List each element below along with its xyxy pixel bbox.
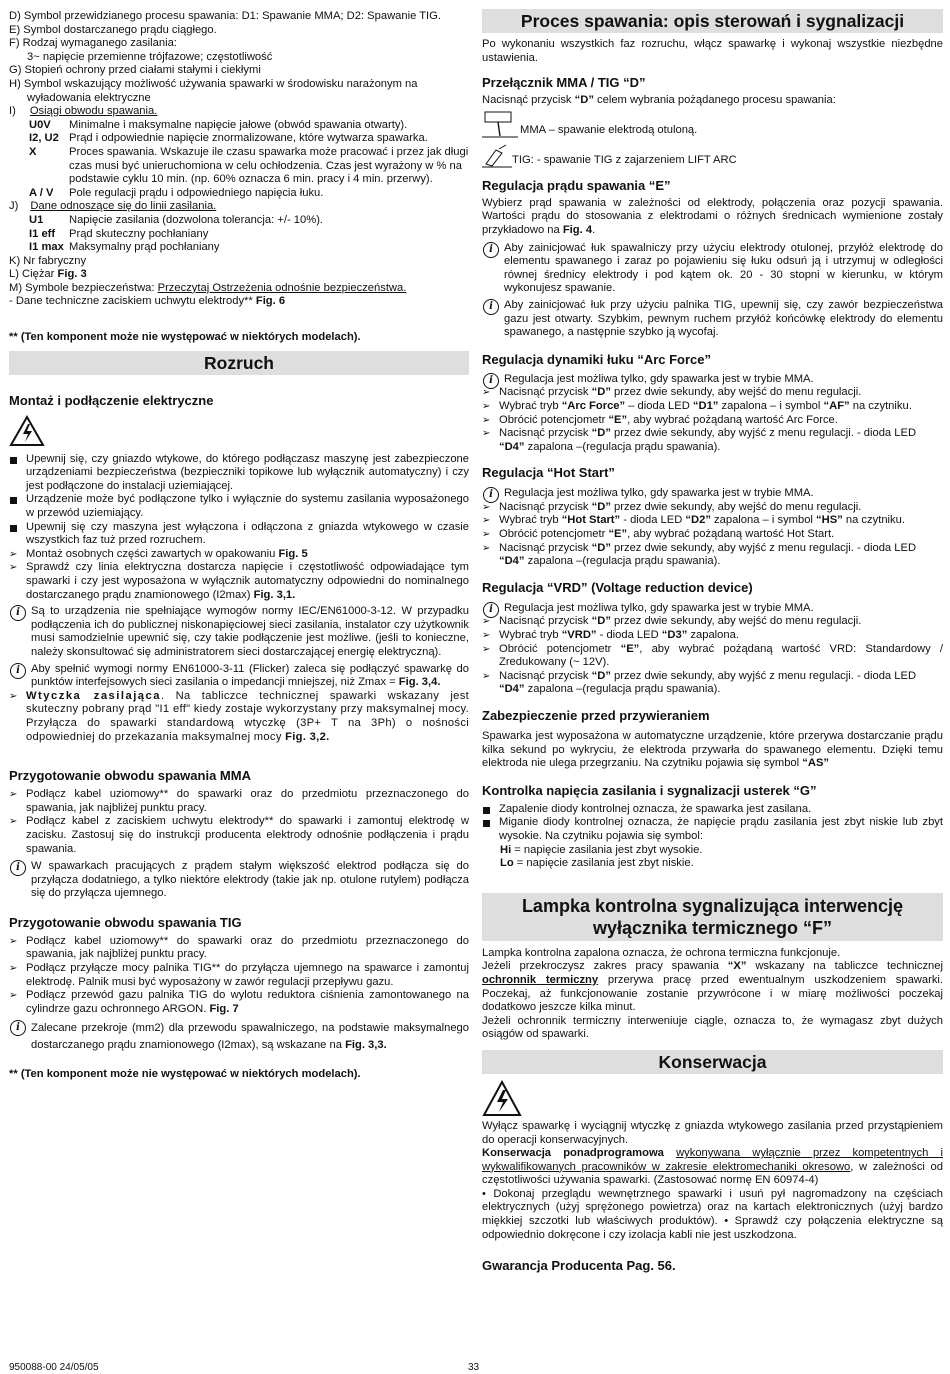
- section-title-mma: Przygotowanie obwodu spawania MMA: [9, 768, 251, 784]
- electrode-holder-icon: [482, 110, 518, 138]
- item-f-detail: 3~ napięcie przemienne trójfazowe; częstotliwość: [27, 50, 273, 63]
- tig-option: TIG: - spawanie TIG z zajarzeniem LIFT ARC: [482, 144, 943, 168]
- info-note: i Aby zainicjować łuk spawalniczy przy użyciu elektrody otulonej, przyłóż elektrodę do elementu spawanego i zaraz po pojawieniu się łuku odsuń ją i utrzymuj w odległości równej średnicy elektrody i pod kątem ok. 20 - 30 stopni w kierunku, w którym wykonujesz spawanie.: [482, 242, 943, 296]
- paragraph: Wyłącz spawarkę i wyciągnij wtyczkę z gniazda wtykowego zasilania przed przystąpieniem do operacji konserwacyjnych.: [482, 1119, 943, 1146]
- mma-option: MMA – spawanie elektrodą otuloną.: [482, 110, 943, 138]
- list-item: Upewnij się czy maszyna jest wyłączona i odłączona z gniazda wtykowego w czasie wszystkich faz tuż przed rozruchem.: [9, 521, 469, 548]
- hi-line: Hi = napięcie zasilania jest zbyt wysokie.: [500, 843, 703, 856]
- info-note: i Aby spełnić wymogi normy EN61000-3-11 (Flicker) zaleca się podłączyć spawarkę do punktów interfejsowych sieci zasilania o impedancji mniejszej, niż Zmax = Fig. 3,4.: [9, 663, 469, 690]
- list-item: ➢ Montaż osobnych części zawartych w opakowaniu Fig. 5: [9, 548, 469, 562]
- spec-row: A / V Pole regulacji prądu i odpowiedniego napięcia łuku.: [29, 186, 324, 199]
- item-m: M) Symbole bezpieczeństwa: Przeczytaj Ostrzeżenia odnośnie bezpieczeństwa.: [9, 281, 407, 294]
- item-k: K) Nr fabryczny: [9, 254, 87, 267]
- spec-row: U1 Napięcie zasilania (dozwolona tolerancja: +/- 10%).: [29, 213, 324, 226]
- list-item: ➢ Nacisnąć przycisk “D” przez dwie sekundy, aby wejść do menu regulacji.: [482, 386, 943, 400]
- section-lampka: Lampka kontrolna sygnalizująca interwencję wyłącznika termicznego “F”: [482, 893, 943, 941]
- page-number: 33: [468, 1362, 480, 1373]
- paragraph: • Dokonaj przeglądu wewnętrznego spawarki i usuń pył nagromadzony na częściach elektrycznych (użyj sprężonego powietrza) oraz na kartach elektronicznych (użyj bardzo miękkiej szczotki lub właściwych produktów). • Sprawdź czy połączenia elektryczne są odpowiednio dokręcone i czy izolacja kabli nie jest uszkodzona.: [482, 1187, 943, 1241]
- safety-link[interactable]: Przeczytaj Ostrzeżenia odnośnie bezpieczeństwa.: [157, 281, 407, 294]
- info-note: i Są to urządzenia nie spełniające wymogów normy IEC/EN61000-3-12. W przypadku podłączenia ich do publicznej niskonapięciowej sieci zasilania, instalator czy użytkownik musi samodzielnie upewnić się, czy takie podłączenie jest możliwe. (jeśli to konieczne, należy skonsultować się administratorem sieci dostarczającej energię elektryczną).: [9, 605, 469, 659]
- info-icon: i: [483, 487, 499, 503]
- list-item: ➢ Wybrać tryb “Arc Force” – dioda LED “D1” zapalona – i symbol “AF” na czytniku.: [482, 400, 943, 414]
- list-item: ➢ Nacisnąć przycisk “D” przez dwie sekundy, aby wyjść z menu regulacji. - dioda LED “D4” zapalona –(regulacja prądu spawania).: [482, 427, 943, 454]
- list-item: ➢ Wtyczka zasilająca. Na tabliczce technicznej spawarki wskazany jest skuteczny pobrany prąd "I1 eff" kiedy zostaje wykorzystany przy maksymalnej mocy. Przyłącza do spawarki standardową wtyczkę (3P+ T na 3Ph) o nośności odpowiedniej do przekazania maksymalnej mocy Fig. 3,2.: [9, 690, 469, 744]
- tig-torch-icon: [482, 144, 512, 168]
- section-title-mma-tig: Przełącznik MMA / TIG “D”: [482, 75, 646, 91]
- list-item: ➢ Sprawdź czy linia elektryczna dostarcza napięcie i częstotliwość odpowiadające tym spawarki i czy jest wyposażona w wyłącznik automatyczny odpowiedni do nominalnego dostarczanego prądu znamionowego (I2max) Fig. 3,1.: [9, 561, 469, 602]
- item-j: J) Dane odnoszące się do linii zasilania.: [9, 200, 217, 213]
- paragraph: Jeżeli przekroczysz zakres pracy spawania “X” wskazany na tabliczce technicznej ochronnik termiczny przerywa pracę przed ewentualnym uszkodzeniem spawarki. Poczekaj, aż funkcjonowanie zostanie przywrócone i w miarę możliwości poczekaj dodatkowo jeszcze kilka minut.: [482, 960, 944, 1014]
- section-rozruch: Rozruch: [9, 351, 469, 375]
- info-icon: i: [10, 1020, 26, 1036]
- info-note: i Aby zainicjować łuk przy użyciu palnika TIG, upewnij się, czy zawór bezpieczeństwa gazu jest otwarty. Szybkim, pewnym ruchem przyłóż końcówkę elektrody do elementu spawanego, a następnie szybko ją wycofaj.: [482, 299, 943, 340]
- section-title-arc: Regulacja dynamiki łuku “Arc Force”: [482, 351, 712, 367]
- item-h-cont: wyładowania elektryczne: [27, 91, 151, 104]
- section-konserwacja: Konserwacja: [482, 1050, 943, 1074]
- list-item: ➢ Nacisnąć przycisk “D” przez dwie sekundy, aby wejść do menu regulacji.: [482, 615, 943, 629]
- info-note: i Zalecane przekroje (mm2) dla przewodu spawalniczego, na podstawie maksymalnego dostarczanego prądu znamionowego (I2max), są wskazane na Fig. 3,3.: [9, 1020, 469, 1054]
- info-icon: i: [483, 602, 499, 618]
- spec-row: I1 eff Prąd skuteczny pochłaniany: [29, 227, 209, 240]
- info-note: i Regulacja jest możliwa tylko, gdy spawarka jest w trybie MMA.: [482, 487, 943, 501]
- item-g: G) Stopień ochrony przed ciałami stałymi i ciekłymi: [9, 64, 261, 77]
- item-e: E) Symbol dostarczanego prądu ciągłego.: [9, 23, 217, 36]
- warning-electric-icon: [482, 1080, 943, 1120]
- paragraph: Po wykonaniu wszystkich faz rozruchu, włącz spawarkę i wykonaj wszystkie niezbędne ustawienia.: [482, 38, 943, 64]
- item-f: F) Rodzaj wymaganego zasilania:: [9, 37, 177, 50]
- list-item: ➢ Wybrać tryb “VRD” - dioda LED “D3” zapalona.: [482, 629, 943, 643]
- list-item: ➢ Wybrać tryb “Hot Start” - dioda LED “D2” zapalona – i symbol “HS” na czytniku.: [482, 514, 943, 528]
- section-title-antistick: Zabezpieczenie przed przywieraniem: [482, 708, 710, 723]
- section-title-montaz: Montaż i podłączenie elektryczne: [9, 392, 214, 408]
- item-i: I) Osiągi obwodu spawania.: [9, 105, 158, 118]
- warning-electric-icon: [9, 415, 469, 449]
- lo-line: Lo = napięcie zasilania jest zbyt niskie.: [500, 857, 694, 870]
- item-d: D) Symbol przewidzianego procesu spawania: D1: Spawanie MMA; D2: Spawanie TIG.: [9, 10, 441, 22]
- paragraph: Jeżeli ochronnik termiczny interweniuje ciągle, oznacza to, że wymagasz zbyt dużych osiągów od spawarki.: [482, 1014, 943, 1041]
- section-title-vrd: Regulacja “VRD” (Voltage reduction device): [482, 579, 753, 595]
- list-item: ➢ Podłącz przyłącze mocy palnika TIG** do przyłącza ujemnego na spawarce i zamontuj elektrodę. Palnik musi być wyposażony w zawór regulacji przepływu gazu.: [9, 962, 469, 989]
- item-h: H) Symbol wskazujący możliwość używania spawarki w środowisku narażonym na: [9, 77, 418, 90]
- info-icon: i: [483, 299, 499, 315]
- info-icon: i: [10, 860, 26, 876]
- info-icon: i: [10, 663, 26, 679]
- item-l: L) Ciężar Fig. 3: [9, 268, 87, 281]
- item-dash: - Dane techniczne zaciskiem uchwytu elektrody** Fig. 6: [9, 295, 286, 308]
- info-note: i Regulacja jest możliwa tylko, gdy spawarka jest w trybie MMA.: [482, 602, 943, 616]
- list-item: ➢ Podłącz kabel uziomowy** do spawarki oraz do przedmiotu przeznaczonego do spawania, jak najbliżej punktu pracy.: [9, 935, 469, 962]
- paragraph: Wybierz prąd spawania w zależności od elektrody, połączenia oraz pozycji spawania. Wartości prądu do stosowania z elektrodami o różnych średnicach wymienione zostały przykładowo na Fig. 4.: [482, 196, 943, 236]
- list-item: ➢ Obrócić potencjometr “E”, aby wybrać pożądaną wartość Arc Force.: [482, 414, 943, 428]
- section-title-kontrolka: Kontrolka napięcia zasilania i sygnalizacji usterek “G”: [482, 782, 817, 798]
- list-item: ➢ Obrócić potencjometr “E”, aby wybrać pożądaną wartość Hot Start.: [482, 528, 943, 542]
- section-title-tig: Przygotowanie obwodu spawania TIG: [9, 914, 242, 930]
- info-icon: i: [483, 242, 499, 258]
- list-item: Zapalenie diody kontrolnej oznacza, że spawarka jest zasilana.: [482, 803, 943, 817]
- left-column: [9, 10, 469, 1082]
- doc-code: 950088-00 24/05/05: [9, 1362, 99, 1373]
- paragraph: Konserwacja ponadprogramowa wykonywana wyłącznie przez kompetentnych i wykwalifikowanych pracowników w zakresie elektromechaniki okresowo, w zależności od częstotliwości używania spawarki. (Zastosować normę EN 60974-4): [482, 1147, 943, 1187]
- list-item: ➢ Podłącz kabel uziomowy** do spawarki oraz do przedmiotu przeznaczonego do spawania, jak najbliżej punktu pracy.: [9, 788, 469, 815]
- spec-row: I1 max Maksymalny prąd pochłaniany: [29, 241, 220, 254]
- list-item: Upewnij się, czy gniazdo wtykowe, do którego podłączasz maszynę jest zabezpieczone urządzeniami bezpieczeństwa (bezpieczniki topikowe lub wyłącznik automatyczny) i czy jest podłączone do instalacji uziemiającej.: [9, 453, 469, 494]
- paragraph: Nacisnąć przycisk “D” celem wybrania pożądanego procesu spawania:: [482, 94, 836, 107]
- list-item: ➢ Nacisnąć przycisk “D” przez dwie sekundy, aby wyjść z menu regulacji. - dioda LED “D4” zapalona –(regulacja prądu spawania).: [482, 542, 943, 569]
- section-proces: Proces spawania: opis sterowań i sygnalizacji: [482, 9, 943, 33]
- spec-row: U0V Minimalne i maksymalne napięcie jałowe (obwód spawania otwarty).: [29, 118, 408, 131]
- list-item: ➢ Podłącz przewód gazu palnika TIG do wylotu reduktora ciśnienia zamontowanego na cylindrze gazu ochronnego ARGON. Fig. 7: [9, 989, 469, 1016]
- info-note: i W spawarkach pracujących z prądem stałym większość elektrod podłącza się do przyłącza dodatniego, a tylko niektóre elektrody (takie jak np. otulone rutylem) podłącza się do przyłącza ujemnego.: [9, 860, 469, 901]
- paragraph: Lampka kontrolna zapalona oznacza, że ochrona termiczna funkcjonuje.: [482, 946, 841, 959]
- list-item: ➢ Podłącz kabel z zaciskiem uchwytu elektrody** do spawarki i zamontuj elektrodę w zacisku. Zastosuj się do instrukcji producenta elektrody odnośnie podłączenia i prądu spawania.: [9, 815, 469, 856]
- warranty: Gwarancja Producenta Pag. 56.: [482, 1258, 676, 1274]
- spec-row: X Proces spawania. Wskazuje ile czasu spawarka może pracować i przez jak długi czas musi być unieruchomiona w celu ochłodzenia. Czas jest wyrażony w % na podstawie cyklu 10 min. (np. 60% oznacza 6 min. pracy i 4 min. przerwy).: [29, 145, 469, 186]
- info-icon: i: [10, 605, 26, 621]
- list-item: Miganie diody kontrolnej oznacza, że napięcie prądu zasilania jest zbyt niskie lub zbyt wysokie. Na czytniku pojawia się symbol:: [482, 816, 943, 843]
- list-item: ➢ Nacisnąć przycisk “D” przez dwie sekundy, aby wejść do menu regulacji.: [482, 501, 943, 515]
- spec-row: I2, U2 Prąd i odpowiednie napięcie znormalizowane, które wytwarza spawarka.: [29, 132, 428, 145]
- paragraph: Spawarka jest wyposażona w automatyczne urządzenie, które przerywa dostarczanie prądu kilka sekund po wykryciu, że elektroda przywarła do spawanego elementu. Dzięki temu elektroda nie ulega przegrzaniu. Na czytniku pojawia się symbol “AS”: [482, 730, 943, 770]
- section-title-hot-start: Regulacja “Hot Start”: [482, 465, 615, 481]
- section-title-reg-e: Regulacja prądu spawania “E”: [482, 177, 671, 193]
- list-item: Urządzenie może być podłączone tylko i wyłącznie do systemu zasilania wyposażonego w przewód uziemiający.: [9, 493, 469, 520]
- list-item: ➢ Nacisnąć przycisk “D” przez dwie sekundy, aby wyjść z menu regulacji. - dioda LED “D4” zapalona –(regulacja prądu spawania).: [482, 670, 943, 697]
- info-note: i Regulacja jest możliwa tylko, gdy spawarka jest w trybie MMA.: [482, 373, 943, 387]
- footnote: ** (Ten komponent może nie występować w niektórych modelach).: [9, 331, 361, 344]
- list-item: ➢ Obrócić potencjometr “E”, aby wybrać pożądaną wartość VRD: Standardowy / Zredukowany (~ 12V).: [482, 643, 943, 670]
- right-column: [482, 9, 943, 1274]
- footnote: ** (Ten komponent może nie występować w niektórych modelach).: [9, 1068, 361, 1081]
- info-icon: i: [483, 373, 499, 389]
